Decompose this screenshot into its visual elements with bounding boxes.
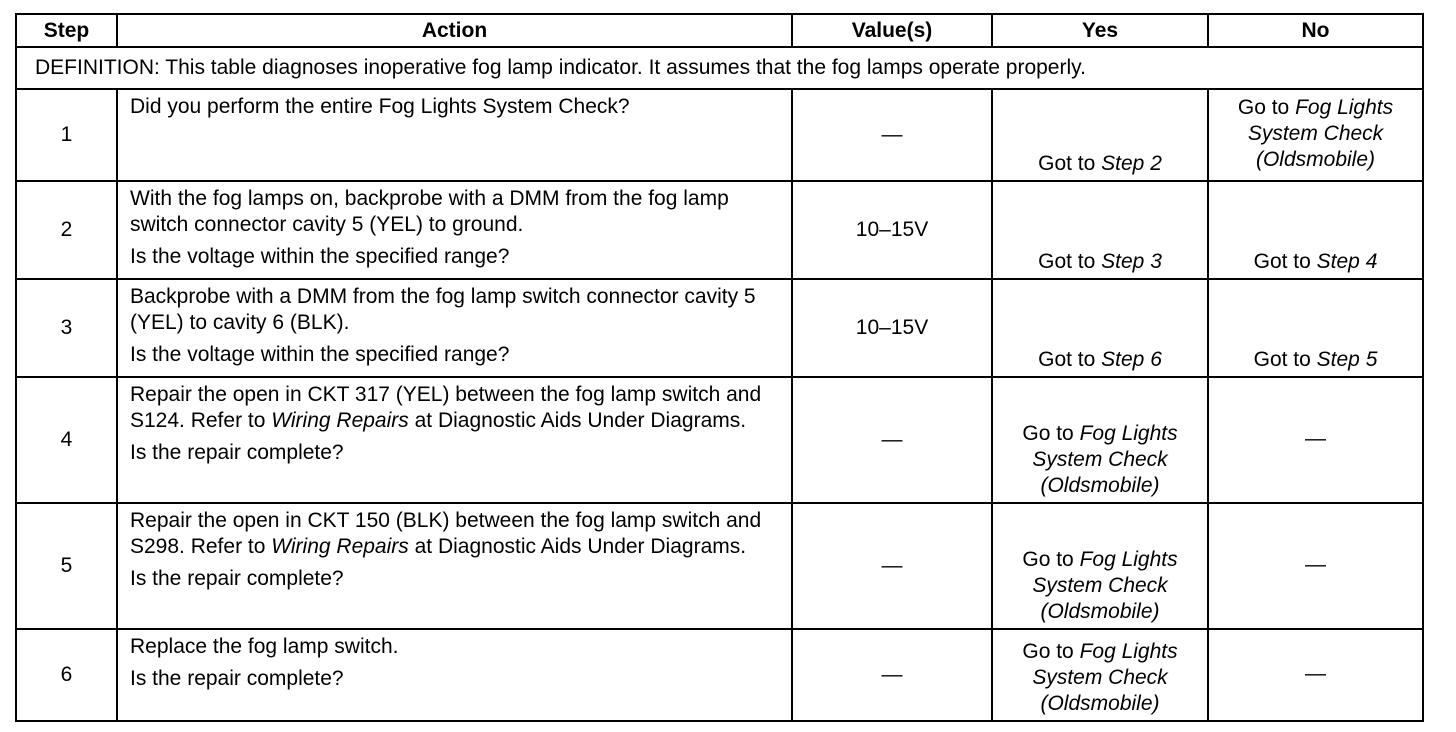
no-cell: Got to Step 5 — [1208, 279, 1423, 377]
step-number: 6 — [16, 629, 117, 721]
header-values: Value(s) — [792, 14, 992, 47]
yes-cell: Got to Step 3 — [992, 181, 1208, 279]
action-cell — [117, 279, 792, 377]
action-text: Did you perform the entire Fog Lights System Check? — [130, 95, 630, 118]
action-question: Is the repair complete? — [130, 441, 344, 464]
action-question: Is the voltage within the specified range? — [130, 245, 510, 268]
header-step: Step — [16, 14, 117, 47]
no-cell: Got to Step 4 — [1208, 181, 1423, 279]
no-cell: — — [1208, 377, 1423, 503]
table-row — [16, 279, 1423, 377]
value-cell: — — [792, 629, 992, 721]
action-text: Backprobe with a DMM from the fog lamp switch connector cavity 5 (YEL) to cavity 6 (BLK). — [130, 285, 756, 334]
header-yes: Yes — [992, 14, 1208, 47]
action-cell — [117, 181, 792, 279]
value-cell: — — [792, 89, 992, 181]
table-row — [16, 89, 1423, 181]
table-row — [16, 629, 1423, 721]
yes-cell: Got to Step 2 — [992, 89, 1208, 181]
definition-row — [16, 47, 1423, 89]
step-number: 3 — [16, 279, 117, 377]
value-cell: 10–15V — [792, 181, 992, 279]
action-cell — [117, 503, 792, 629]
yes-cell: Go to Fog Lights System Check (Oldsmobile) — [992, 377, 1208, 503]
value-cell: 10–15V — [792, 279, 992, 377]
action-text: Repair the open in CKT 317 (YEL) between the fog lamp switch and S124. Refer to Wiring Repairs at Diagnostic Aids Under Diagrams. — [130, 383, 762, 432]
table-row — [16, 503, 1423, 629]
step-number: 2 — [16, 181, 117, 279]
action-text: With the fog lamps on, backprobe with a DMM from the fog lamp switch connector cavity 5 (YEL) to ground. — [130, 187, 729, 236]
yes-cell: Go to Fog Lights System Check (Oldsmobile) — [992, 503, 1208, 629]
table-row — [16, 181, 1423, 279]
action-question: Is the repair complete? — [130, 567, 344, 590]
yes-cell: Go to Fog Lights System Check (Oldsmobile) — [992, 629, 1208, 721]
action-cell — [117, 377, 792, 503]
yes-cell: Got to Step 6 — [992, 279, 1208, 377]
action-cell — [117, 89, 792, 181]
action-cell — [117, 629, 792, 721]
action-question: Is the voltage within the specified range? — [130, 343, 510, 366]
step-number: 4 — [16, 377, 117, 503]
header-action: Action — [117, 14, 792, 47]
header-row — [16, 14, 1423, 47]
no-cell: Go to Fog Lights System Check (Oldsmobile) — [1208, 89, 1423, 181]
action-text: Repair the open in CKT 150 (BLK) between the fog lamp switch and S298. Refer to Wiring Repairs at Diagnostic Aids Under Diagrams. — [130, 509, 762, 558]
action-text: Replace the fog lamp switch. — [130, 635, 399, 658]
header-no: No — [1208, 14, 1423, 47]
step-number: 5 — [16, 503, 117, 629]
step-number: 1 — [16, 89, 117, 181]
definition-text: DEFINITION: This table diagnoses inoperative fog lamp indicator. It assumes that the fog lamps operate properly. — [16, 47, 1423, 89]
diagnostic-table — [15, 13, 1424, 722]
no-cell: — — [1208, 629, 1423, 721]
table-row — [16, 377, 1423, 503]
value-cell: — — [792, 377, 992, 503]
no-cell: — — [1208, 503, 1423, 629]
action-question: Is the repair complete? — [130, 667, 344, 690]
value-cell: — — [792, 503, 992, 629]
